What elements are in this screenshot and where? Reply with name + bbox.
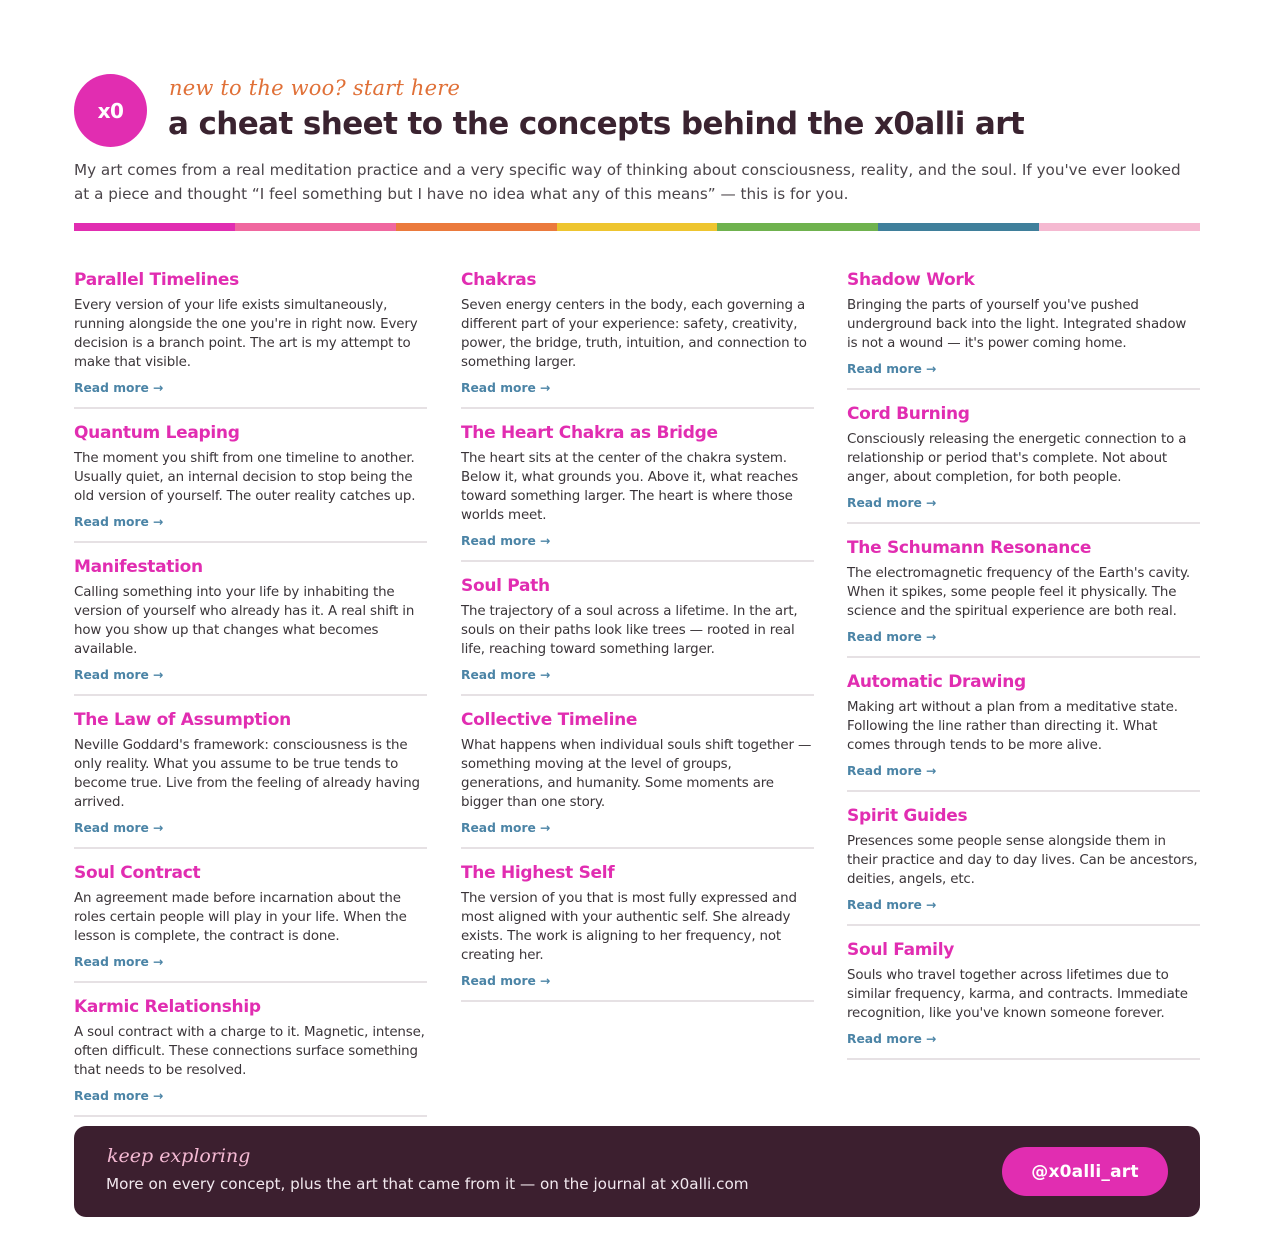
footer-text: More on every concept, plus the art that came from it — on the journal at x0alli.com — [106, 1175, 749, 1193]
concept-description: The electromagnetic frequency of the Earth's cavity. When it spikes, some people feel it physically. The science and the spiritual experience are both real. — [847, 566, 1191, 619]
read-more-link[interactable]: Read more → — [461, 821, 551, 835]
concept-title: Soul Contract — [74, 863, 201, 883]
rainbow-segment — [74, 223, 235, 231]
header-kicker: new to the woo? start here — [169, 76, 461, 100]
read-more-link[interactable]: Read more → — [74, 1089, 164, 1103]
rainbow-segment — [235, 223, 396, 231]
concept-card — [847, 671, 1200, 792]
concept-description: Bringing the parts of yourself you've pushed underground back into the light. Integrated shadow is not a wound — it's power coming home. — [847, 298, 1187, 351]
rainbow-segment — [396, 223, 557, 231]
concept-title: Automatic Drawing — [847, 672, 1026, 692]
brand-logo: x0 — [74, 74, 147, 147]
read-more-link[interactable]: Read more → — [461, 668, 551, 682]
concept-title: Karmic Relationship — [74, 997, 261, 1017]
concept-description: Seven energy centers in the body, each governing a different part of your experience: safety, creativity, power, the bridge, truth, intuition, and connection to something larger. — [461, 298, 807, 370]
page-header — [74, 74, 1200, 148]
concept-card — [74, 269, 427, 409]
concept-description: Every version of your life exists simultaneously, running alongside the one you're in right now. Every decision is a branch point. The art is my attempt to make that visible. — [74, 298, 418, 370]
concept-card — [74, 709, 427, 849]
rainbow-segment — [1039, 223, 1200, 231]
footer-banner — [74, 1126, 1200, 1217]
footer-kicker: keep exploring — [107, 1145, 251, 1167]
concept-column-2 — [461, 269, 814, 1015]
concept-card — [847, 269, 1200, 390]
concept-description: Presences some people sense alongside them in their practice and day to day lives. Can be ancestors, deities, angels, etc. — [847, 834, 1198, 887]
concept-description: The moment you shift from one timeline to another. Usually quiet, an internal decision to stop being the old version of yourself. The outer reality catches up. — [74, 451, 416, 504]
read-more-link[interactable]: Read more → — [847, 496, 937, 510]
concept-card — [847, 403, 1200, 524]
concept-title: The Heart Chakra as Bridge — [461, 423, 718, 443]
rainbow-segment — [878, 223, 1039, 231]
instagram-handle-button[interactable]: @x0alli_art — [1002, 1147, 1168, 1196]
concept-description: The trajectory of a soul across a lifetime. In the art, souls on their paths look like trees — rooted in real life, reaching toward something larger. — [461, 604, 798, 657]
concept-title: Soul Path — [461, 576, 550, 596]
concept-card — [74, 556, 427, 696]
read-more-link[interactable]: Read more → — [74, 515, 164, 529]
concept-description: The version of you that is most fully expressed and most aligned with your authentic self. She already exists. The work is aligning to her frequency, not creating her. — [461, 891, 797, 963]
concept-column-1 — [74, 269, 427, 1130]
read-more-link[interactable]: Read more → — [461, 381, 551, 395]
concept-title: The Schumann Resonance — [847, 538, 1092, 558]
read-more-link[interactable]: Read more → — [847, 362, 937, 376]
read-more-link[interactable]: Read more → — [847, 1032, 937, 1046]
concept-card — [74, 996, 427, 1117]
concept-card — [461, 862, 814, 1002]
concept-title: Collective Timeline — [461, 710, 638, 730]
concept-column-3 — [847, 269, 1200, 1073]
concept-description: The heart sits at the center of the chakra system. Below it, what grounds you. Above it, what reaches toward something larger. The heart is where those worlds meet. — [461, 451, 799, 523]
read-more-link[interactable]: Read more → — [74, 381, 164, 395]
concept-title: The Law of Assumption — [74, 710, 291, 730]
concept-description: Neville Goddard's framework: consciousness is the only reality. What you assume to be true tends to become true. Live from the feeling of already having arrived. — [74, 738, 420, 810]
concept-card — [461, 269, 814, 409]
concept-card — [461, 575, 814, 696]
concept-title: The Highest Self — [461, 863, 615, 883]
concept-title: Cord Burning — [847, 404, 970, 424]
rainbow-segment — [717, 223, 878, 231]
read-more-link[interactable]: Read more → — [847, 764, 937, 778]
concept-card — [74, 862, 427, 983]
concept-title: Spirit Guides — [847, 806, 968, 826]
intro-paragraph: My art comes from a real meditation practice and a very specific way of thinking about consciousness, reality, and the soul. If you've ever looked at a piece and thought “I feel something but I have no idea what any of this means” — this is for you. — [74, 161, 1181, 203]
concept-card — [74, 422, 427, 543]
concept-card — [847, 939, 1200, 1060]
concept-description: Calling something into your life by inhabiting the version of yourself who already has it. A real shift in how you show up that changes what becomes available. — [74, 585, 415, 657]
concept-card — [847, 537, 1200, 658]
read-more-link[interactable]: Read more → — [74, 668, 164, 682]
concept-card — [847, 805, 1200, 926]
concept-title: Quantum Leaping — [74, 423, 240, 443]
rainbow-divider — [74, 223, 1200, 231]
rainbow-segment — [557, 223, 718, 231]
concept-title: Manifestation — [74, 557, 203, 577]
concept-description: A soul contract with a charge to it. Magnetic, intense, often difficult. These connections surface something that needs to be resolved. — [74, 1025, 425, 1078]
concept-description: What happens when individual souls shift together — something moving at the level of groups, generations, and humanity. Some moments are bigger than one story. — [461, 738, 812, 810]
cheat-sheet-page — [74, 74, 1200, 1103]
concept-title: Chakras — [461, 270, 537, 290]
read-more-link[interactable]: Read more → — [847, 630, 937, 644]
concept-description: Souls who travel together across lifetimes due to similar frequency, karma, and contracts. Immediate recognition, like you've known someone forever. — [847, 968, 1188, 1021]
concept-title: Shadow Work — [847, 270, 975, 290]
page-title: a cheat sheet to the concepts behind the x0alli art — [168, 106, 1025, 142]
read-more-link[interactable]: Read more → — [461, 974, 551, 988]
read-more-link[interactable]: Read more → — [74, 955, 164, 969]
concept-title: Parallel Timelines — [74, 270, 239, 290]
concept-description: Making art without a plan from a meditative state. Following the line rather than directing it. What comes through tends to be more alive. — [847, 700, 1178, 753]
read-more-link[interactable]: Read more → — [74, 821, 164, 835]
concept-description: Consciously releasing the energetic connection to a relationship or period that's complete. Not about anger, about completion, for both people. — [847, 432, 1187, 485]
concept-card — [461, 422, 814, 562]
read-more-link[interactable]: Read more → — [847, 898, 937, 912]
concept-title: Soul Family — [847, 940, 955, 960]
read-more-link[interactable]: Read more → — [461, 534, 551, 548]
concept-card — [461, 709, 814, 849]
concept-description: An agreement made before incarnation about the roles certain people will play in your life. When the lesson is complete, the contract is done. — [74, 891, 407, 944]
